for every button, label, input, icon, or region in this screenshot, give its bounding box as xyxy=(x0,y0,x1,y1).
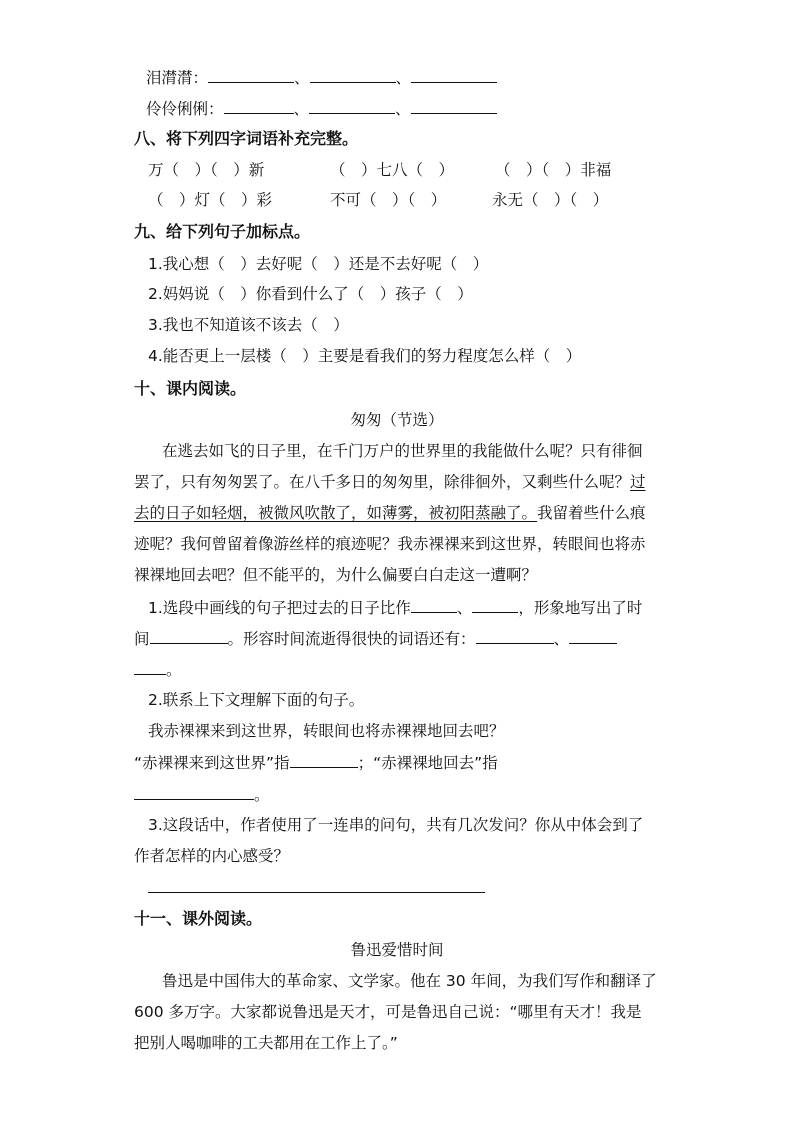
question-text: 1.选段中画线的句子把过去的日子比作 xyxy=(148,599,411,617)
section-11-heading: 十一、课外阅读。 xyxy=(134,909,263,928)
passage-text: 罢了，只有匆匆罢了。在八千多日的匆匆里，除徘徊外，又剩些什么呢？ xyxy=(134,473,631,491)
answer-blank[interactable] xyxy=(310,67,396,83)
question-text: 间 xyxy=(134,630,150,648)
passage-line xyxy=(134,503,646,523)
passage-text: 我留着些什么痕 xyxy=(537,504,646,522)
idiom-item: 永无（ ）（ ） xyxy=(492,191,609,209)
question-text: “赤裸裸来到这世界”指 xyxy=(134,754,290,772)
separator: 、 xyxy=(553,630,570,648)
answer-blank[interactable] xyxy=(569,628,617,644)
answer-blank[interactable] xyxy=(476,628,554,644)
passage-title: 鲁迅爱惜时间 xyxy=(350,941,444,959)
question-1-end xyxy=(134,659,182,680)
passage-line xyxy=(134,472,646,492)
section-8-heading: 八、将下列四字词语补充完整。 xyxy=(134,129,359,148)
punctuation-item: 2.妈妈说（ ）你看到什么了（ ）孩子（ ） xyxy=(148,285,473,303)
idiom-item: 万（ ）（ ）新 xyxy=(148,161,265,179)
word-line-2 xyxy=(146,98,497,119)
answer-blank[interactable] xyxy=(472,597,518,613)
question-text: ；“赤裸裸地回去”指 xyxy=(357,754,498,772)
separator: 、 xyxy=(294,69,310,87)
question-2: 2.联系上下文理解下面的句子。 xyxy=(148,691,365,709)
idiom-item: （ ）七八（ ） xyxy=(330,161,455,179)
idiom-item: （ ）灯（ ）彩 xyxy=(148,191,273,209)
idiom-row-1 xyxy=(0,160,794,180)
idiom-item: 不可（ ）（ ） xyxy=(330,191,447,209)
answer-blank[interactable] xyxy=(150,628,228,644)
passage-line: 在逃去如飞的日子里，在千门万户的世界里的我能做什么呢？只有徘徊 xyxy=(162,442,643,460)
answer-blank[interactable] xyxy=(411,67,497,83)
separator: 、 xyxy=(456,599,473,617)
answer-blank[interactable] xyxy=(134,784,254,800)
section-9-heading: 九、给下列句子加标点。 xyxy=(134,222,311,241)
answer-blank[interactable] xyxy=(411,98,497,114)
answer-blank[interactable] xyxy=(134,659,166,675)
punctuation-item: 4.能否更上一层楼（ ）主要是看我们的努力程度怎么样（ ） xyxy=(148,347,582,365)
answer-blank[interactable] xyxy=(208,67,294,83)
passage-title: 匆匆（节选） xyxy=(350,411,444,429)
answer-blank[interactable] xyxy=(411,597,457,613)
question-1 xyxy=(148,597,642,618)
question-text: 。 xyxy=(166,661,182,679)
section-10-heading: 十、课内阅读。 xyxy=(134,379,247,398)
underlined-sentence: 去的日子如轻烟，被微风吹散了，如薄雾，被初阳蒸融了。 xyxy=(134,504,538,522)
separator: 、 xyxy=(395,100,411,118)
question-3: 3.这段话中，作者使用了一连串的问句，共有几次发问？你从中体会到了 xyxy=(148,816,644,834)
punctuation-item: 1.我心想（ ）去好呢（ ）还是不去好呢（ ） xyxy=(148,255,489,273)
separator: 、 xyxy=(293,100,310,118)
answer-blank[interactable] xyxy=(224,98,294,114)
passage-line: 600 多万字。大家都说鲁迅是天才，可是鲁迅自己说：“哪里有天才！我是 xyxy=(134,1003,642,1021)
passage-line: 把别人喝咖啡的工夫都用在工作上了。” xyxy=(134,1034,398,1052)
question-3-cont: 作者怎样的内心感受？ xyxy=(134,847,290,865)
question-2-sentence: 我赤裸裸来到这世界，转眼间也将赤裸裸地回去吧？ xyxy=(148,722,505,740)
question-2-prompt xyxy=(134,752,498,773)
word-label: 伶伶俐俐： xyxy=(146,100,224,118)
answer-line[interactable] xyxy=(148,892,485,893)
question-text: ，形象地写出了时 xyxy=(518,599,643,617)
punctuation-item: 3.我也不知道该不该去（ ） xyxy=(148,316,349,334)
answer-blank[interactable] xyxy=(309,98,395,114)
question-1-cont xyxy=(134,628,617,649)
word-line-1 xyxy=(146,67,497,88)
separator: 、 xyxy=(395,69,412,87)
passage-line: 鲁迅是中国伟大的革命家、文学家。他在 30 年间，为我们写作和翻译了 xyxy=(162,972,657,990)
passage-line: 裸裸地回去吧？但不能平的，为什么偏要白白走这一遭啊？ xyxy=(134,566,538,584)
answer-blank[interactable] xyxy=(290,752,358,768)
question-text: 。 xyxy=(254,786,270,804)
idiom-item: （ ）（ ）非福 xyxy=(495,161,612,179)
word-label: 泪潸潸： xyxy=(146,69,209,87)
underlined-sentence: 过 xyxy=(630,473,646,491)
passage-line: 迹呢？我何曾留着像游丝样的痕迹呢？我赤裸裸来到这世界，转眼间也将赤 xyxy=(134,535,646,553)
idiom-row-2 xyxy=(0,190,794,210)
question-2-end xyxy=(134,784,270,805)
question-text: 。形容时间流逝得很快的词语还有： xyxy=(227,630,476,648)
